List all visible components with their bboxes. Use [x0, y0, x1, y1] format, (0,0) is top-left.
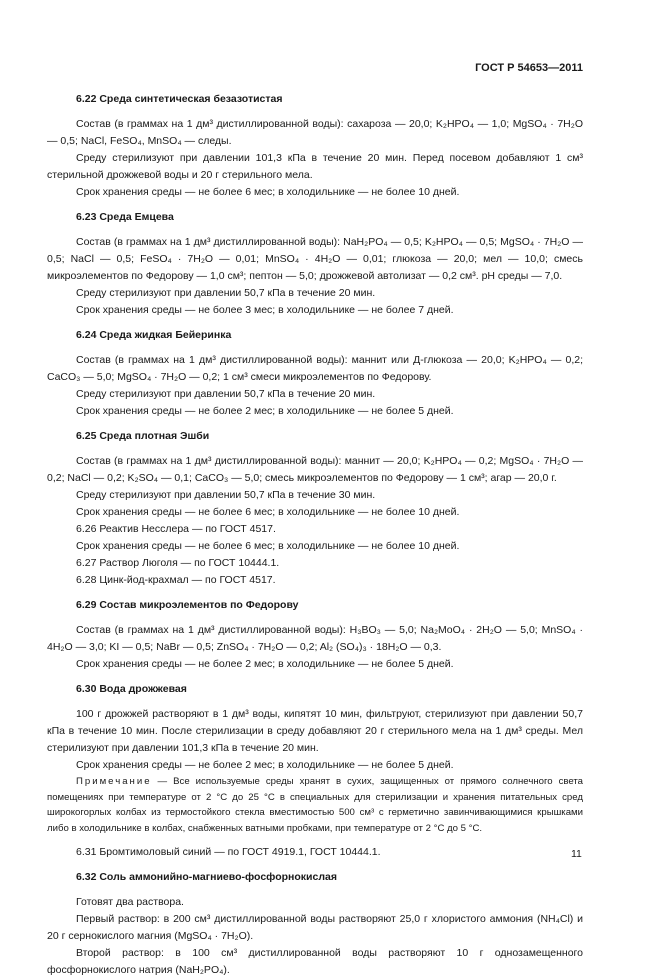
- paragraph-storage: Срок хранения среды — не более 2 мес; в холодильнике — не более 5 дней.: [76, 658, 454, 670]
- paragraph-composition: Состав (в граммах на 1 дм³ дистиллированной воды): маннит — 20,0; K₂HPO₄ — 0,2; MgSO₄ · 7H₂O — 0,2; NaCl — 0,2; K₂SO₄ — 0,1; CaCO₃ — 5,0; смесь микроэлементов по Федорову — 1 см³; агар — 20,0 г.: [47, 455, 583, 484]
- section-heading-6-30: 6.30 Вода дрожжевая: [76, 683, 187, 695]
- paragraph-storage: Срок хранения среды — не более 6 мес; в холодильнике — не более 10 дней.: [76, 506, 460, 518]
- document-body: [47, 91, 583, 979]
- section-heading-6-25: 6.25 Среда плотная Эшби: [76, 430, 210, 442]
- paragraph-storage: Срок хранения среды — не более 2 мес; в холодильнике — не более 5 дней.: [76, 405, 454, 417]
- section-heading-6-29: 6.29 Состав микроэлементов по Федорову: [76, 599, 299, 611]
- paragraph-sterilization: Среду стерилизуют при давлении 50,7 кПа в течение 30 мин.: [76, 489, 376, 501]
- paragraph-sterilization: Среду стерилизуют при давлении 50,7 кПа в течение 20 мин.: [76, 388, 376, 400]
- paragraph-sterilization: Среду стерилизуют при давлении 50,7 кПа в течение 20 мин.: [76, 287, 376, 299]
- section-heading-6-32: 6.32 Соль аммонийно-магниево-фосфорнокислая: [76, 871, 337, 883]
- paragraph-composition: Состав (в граммах на 1 дм³ дистиллированной воды): H₃BO₃ — 5,0; Na₂MoO₄ · 2H₂O — 5,0; MnSO₄ · 4H₂O — 3,0; KI — 0,5; NaBr — 0,5; ZnSO₄ · 7H₂O — 0,2; Al₂ (SO₄)₃ · 18H₂O — 0,3.: [47, 624, 583, 653]
- paragraph-first-solution: Первый раствор: в 200 см³ дистиллированной воды растворяют 25,0 г хлористого аммония (NH₄Cl) и 20 г сернокислого магния (MgSO₄ · 7H₂O).: [47, 913, 583, 942]
- paragraph-storage: Срок хранения среды — не более 2 мес; в холодильнике — не более 5 дней.: [76, 759, 454, 771]
- standard-header: ГОСТ Р 54653—2011: [475, 62, 583, 74]
- item-6-31: 6.31 Бромтимоловый синий — по ГОСТ 4919.1, ГОСТ 10444.1.: [76, 846, 381, 858]
- note-label: Примечание: [76, 776, 152, 787]
- paragraph-composition: Состав (в граммах на 1 дм³ дистиллированной воды): маннит или Д-глюкоза — 20,0; K₂HPO₄ — 0,2; CaCO₃ — 5,0; MgSO₄ · 7H₂O — 0,2; 1 см³ смеси микроэлементов по Федорову.: [47, 354, 583, 383]
- paragraph-sterilization: Среду стерилизуют при давлении 101,3 кПа в течение 20 мин. Перед посевом добавляют 1 см³ стерильной дрожжевой воды и 20 г стерильного мела.: [47, 152, 583, 181]
- paragraph-preparation: 100 г дрожжей растворяют в 1 дм³ воды, кипятят 10 мин, фильтруют, стерилизуют при давлении 50,7 кПа в течение 10 мин. После стерилизации в среду добавляют 20 г стерильного мела на 1 дм³ среды. Мел стерилизуют при давлении 101,3 кПа в течение 20 мин.: [47, 708, 583, 754]
- paragraph-composition: Состав (в граммах на 1 дм³ дистиллированной воды): NaH₂PO₄ — 0,5; K₂HPO₄ — 0,5; MgSO₄ · 7H₂O — 0,5; NaCl — 0,5; FeSO₄ · 7H₂O — 0,01; MnSO₄ · 4H₂O — 0,01; глюкоза — 20,0; мел — 10,0; смесь микроэлементов по Федорову — 1,0 см³; пептон — 5,0; дрожжевой автолизат — 0,2 см³. pH среды — 7,0.: [47, 236, 583, 282]
- paragraph-intro: Готовят два раствора.: [76, 896, 184, 908]
- paragraph-second-solution: Второй раствор: в 100 см³ дистиллированной воды растворяют 10 г однозамещенного фосфорнокислого натрия (NaH₂PO₄).: [47, 947, 583, 976]
- paragraph-composition: Состав (в граммах на 1 дм³ дистиллированной воды): сахароза — 20,0; K₂HPO₄ — 1,0; MgSO₄ · 7H₂O — 0,5; NaCl, FeSO₄, MnSO₄ — следы.: [47, 118, 583, 147]
- note-text: — Все используемые среды хранят в сухих, защищенных от прямого солнечного света помещениях при температуре от 2 °С до 25 °С в специальных для стерилизации и хранения питательных сред широкогорлых колбах из термостойкого стекла вместимостью 500 см³ с герметично завинчивающимися крышками либо в холодильнике в колбах, снабженных ватными пробками, при температуре от 2 °С до 5 °С.: [47, 776, 583, 834]
- section-heading-6-22: 6.22 Среда синтетическая безазотистая: [76, 93, 283, 105]
- paragraph-storage: Срок хранения среды — не более 6 мес; в холодильнике — не более 10 дней.: [76, 186, 460, 198]
- item-6-28: 6.28 Цинк-йод-крахмал — по ГОСТ 4517.: [76, 574, 276, 586]
- item-6-27: 6.27 Раствор Люголя — по ГОСТ 10444.1.: [76, 557, 280, 569]
- item-6-26: 6.26 Реактив Несслера — по ГОСТ 4517.: [76, 523, 276, 535]
- paragraph-storage: Срок хранения среды — не более 3 мес; в холодильнике — не более 7 дней.: [76, 304, 454, 316]
- paragraph-storage: Срок хранения среды — не более 6 мес; в холодильнике — не более 10 дней.: [76, 540, 460, 552]
- note: [47, 774, 583, 836]
- page-number: 11: [571, 848, 582, 860]
- section-heading-6-23: 6.23 Среда Емцева: [76, 211, 174, 223]
- section-heading-6-24: 6.24 Среда жидкая Бейеринка: [76, 329, 232, 341]
